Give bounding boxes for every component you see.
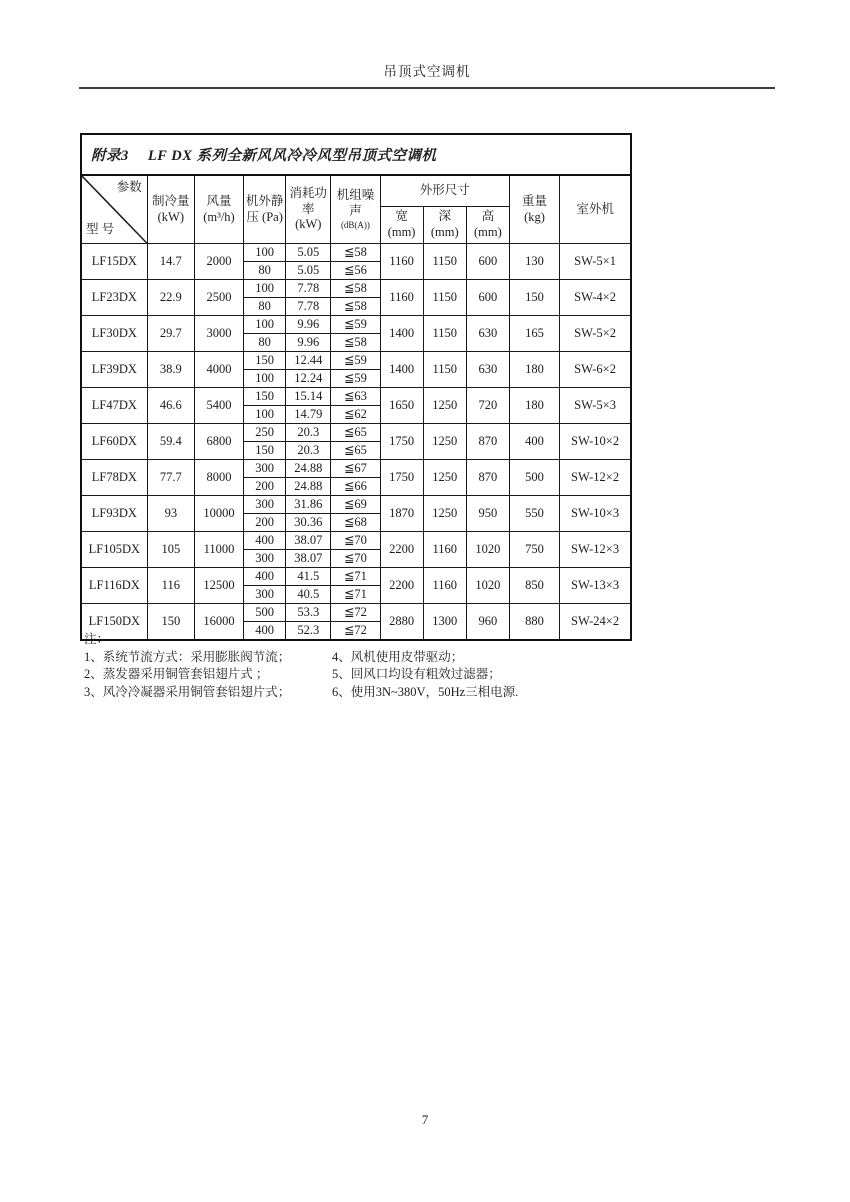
cell-static-pressure-1: 400 bbox=[244, 568, 286, 586]
cell-airflow: 12500 bbox=[194, 568, 243, 604]
cell-width: 1160 bbox=[380, 280, 423, 316]
cell-outdoor: SW-12×3 bbox=[560, 532, 631, 568]
header-height-unit: (mm) bbox=[474, 225, 502, 239]
cell-depth: 1160 bbox=[423, 568, 466, 604]
cell-noise-1: ≦63 bbox=[331, 388, 380, 406]
cell-noise-1: ≦59 bbox=[331, 316, 380, 334]
header-static-pressure bbox=[244, 175, 286, 244]
header-dim-depth bbox=[423, 207, 466, 244]
header-power-unit: (kW) bbox=[295, 217, 322, 232]
page-number: 7 bbox=[421, 1112, 429, 1127]
cell-noise-2: ≦68 bbox=[331, 514, 380, 532]
cell-width: 1750 bbox=[380, 424, 423, 460]
cell-height: 600 bbox=[466, 244, 509, 280]
cell-cooling: 46.6 bbox=[147, 388, 194, 424]
cell-power-2: 30.36 bbox=[286, 514, 331, 532]
cell-outdoor: SW-6×2 bbox=[560, 352, 631, 388]
cell-width: 1750 bbox=[380, 460, 423, 496]
cell-model: LF30DX bbox=[81, 316, 147, 352]
table-row bbox=[81, 280, 631, 298]
header-rule bbox=[79, 87, 775, 89]
cell-model: LF47DX bbox=[81, 388, 147, 424]
cell-cooling: 105 bbox=[147, 532, 194, 568]
cell-model: LF150DX bbox=[81, 604, 147, 641]
cell-width: 1400 bbox=[380, 352, 423, 388]
cell-outdoor: SW-12×2 bbox=[560, 460, 631, 496]
cell-power-1: 38.07 bbox=[286, 532, 331, 550]
cell-weight: 150 bbox=[509, 280, 559, 316]
cell-weight: 850 bbox=[509, 568, 559, 604]
cell-static-pressure-2: 80 bbox=[244, 262, 286, 280]
cell-depth: 1150 bbox=[423, 244, 466, 280]
cell-noise-1: ≦71 bbox=[331, 568, 380, 586]
header-param-model bbox=[81, 175, 147, 244]
cell-static-pressure-1: 400 bbox=[244, 532, 286, 550]
cell-power-1: 24.88 bbox=[286, 460, 331, 478]
cell-static-pressure-1: 100 bbox=[244, 280, 286, 298]
cell-noise-2: ≦62 bbox=[331, 406, 380, 424]
cell-power-2: 14.79 bbox=[286, 406, 331, 424]
cell-model: LF23DX bbox=[81, 280, 147, 316]
header-sp-line1: 机外静 bbox=[245, 193, 284, 208]
note-item-5: 5、回风口均设有粗效过滤器； bbox=[332, 667, 501, 681]
cell-noise-1: ≦67 bbox=[331, 460, 380, 478]
table-header bbox=[81, 175, 631, 244]
cell-outdoor: SW-5×2 bbox=[560, 316, 631, 352]
header-power-line1: 消耗功 bbox=[289, 186, 328, 201]
cell-model: LF39DX bbox=[81, 352, 147, 388]
cell-static-pressure-1: 300 bbox=[244, 496, 286, 514]
cell-cooling: 29.7 bbox=[147, 316, 194, 352]
cell-model: LF116DX bbox=[81, 568, 147, 604]
cell-airflow: 3000 bbox=[194, 316, 243, 352]
header-airflow-unit: (m³/h) bbox=[203, 209, 235, 224]
header-power bbox=[286, 175, 331, 244]
cell-outdoor: SW-10×2 bbox=[560, 424, 631, 460]
cell-power-2: 7.78 bbox=[286, 298, 331, 316]
appendix-table bbox=[80, 133, 632, 641]
cell-airflow: 8000 bbox=[194, 460, 243, 496]
cell-power-1: 53.3 bbox=[286, 604, 331, 622]
cell-power-2: 5.05 bbox=[286, 262, 331, 280]
header-noise-line1: 机组噪 bbox=[336, 188, 375, 203]
cell-weight: 500 bbox=[509, 460, 559, 496]
cell-cooling: 77.7 bbox=[147, 460, 194, 496]
cell-static-pressure-1: 150 bbox=[244, 352, 286, 370]
cell-depth: 1150 bbox=[423, 316, 466, 352]
cell-static-pressure-2: 80 bbox=[244, 334, 286, 352]
cell-power-2: 52.3 bbox=[286, 622, 331, 641]
notes-right-column bbox=[332, 649, 632, 702]
cell-outdoor: SW-5×3 bbox=[560, 388, 631, 424]
cell-airflow: 11000 bbox=[194, 532, 243, 568]
cell-width: 2200 bbox=[380, 532, 423, 568]
note-item-1: 1、系统节流方式：采用膨胀阀节流； bbox=[84, 649, 291, 664]
cell-static-pressure-2: 100 bbox=[244, 370, 286, 388]
cell-power-1: 12.44 bbox=[286, 352, 331, 370]
cell-static-pressure-2: 100 bbox=[244, 406, 286, 424]
cell-noise-2: ≦66 bbox=[331, 478, 380, 496]
cell-height: 630 bbox=[466, 316, 509, 352]
cell-height: 870 bbox=[466, 424, 509, 460]
cell-width: 1650 bbox=[380, 388, 423, 424]
cell-power-1: 7.78 bbox=[286, 280, 331, 298]
cell-height: 1020 bbox=[466, 532, 509, 568]
cell-static-pressure-1: 100 bbox=[244, 316, 286, 334]
header-width-label: 宽 bbox=[395, 209, 408, 224]
header-sp-line2: 压 (Pa) bbox=[246, 209, 283, 224]
cell-power-1: 31.86 bbox=[286, 496, 331, 514]
cell-noise-1: ≦72 bbox=[331, 604, 380, 622]
cell-static-pressure-2: 200 bbox=[244, 478, 286, 496]
header-cooling-unit: (kW) bbox=[157, 209, 184, 224]
cell-height: 630 bbox=[466, 352, 509, 388]
cell-power-1: 15.14 bbox=[286, 388, 331, 406]
cell-noise-2: ≦56 bbox=[331, 262, 380, 280]
cell-static-pressure-2: 150 bbox=[244, 442, 286, 460]
cell-model: LF60DX bbox=[81, 424, 147, 460]
cell-power-2: 9.96 bbox=[286, 334, 331, 352]
table-row bbox=[81, 460, 631, 478]
header-airflow-line1: 风量 bbox=[206, 193, 232, 208]
cell-noise-1: ≦58 bbox=[331, 244, 380, 262]
cell-airflow: 6800 bbox=[194, 424, 243, 460]
cell-noise-2: ≦58 bbox=[331, 334, 380, 352]
header-power-line2: 率 bbox=[302, 201, 315, 216]
cell-noise-1: ≦59 bbox=[331, 352, 380, 370]
cell-airflow: 4000 bbox=[194, 352, 243, 388]
header-cooling bbox=[147, 175, 194, 244]
appendix-title: 附录3 LF DX 系列全新风风冷冷风型吊顶式空调机 bbox=[80, 133, 632, 174]
header-dim-width bbox=[380, 207, 423, 244]
cell-noise-1: ≦69 bbox=[331, 496, 380, 514]
cell-noise-2: ≦65 bbox=[331, 442, 380, 460]
cell-static-pressure-2: 200 bbox=[244, 514, 286, 532]
cell-cooling: 59.4 bbox=[147, 424, 194, 460]
cell-model: LF78DX bbox=[81, 460, 147, 496]
cell-height: 870 bbox=[466, 460, 509, 496]
cell-static-pressure-2: 300 bbox=[244, 586, 286, 604]
cell-outdoor: SW-13×3 bbox=[560, 568, 631, 604]
header-airflow bbox=[194, 175, 243, 244]
cell-static-pressure-2: 80 bbox=[244, 298, 286, 316]
table-row bbox=[81, 316, 631, 334]
table-row bbox=[81, 496, 631, 514]
cell-model: LF105DX bbox=[81, 532, 147, 568]
cell-weight: 750 bbox=[509, 532, 559, 568]
cell-depth: 1160 bbox=[423, 532, 466, 568]
cell-weight: 180 bbox=[509, 388, 559, 424]
cell-noise-2: ≦72 bbox=[331, 622, 380, 641]
table-row bbox=[81, 244, 631, 262]
table-row bbox=[81, 532, 631, 550]
cell-weight: 165 bbox=[509, 316, 559, 352]
cell-height: 960 bbox=[466, 604, 509, 641]
table-body bbox=[81, 244, 631, 641]
cell-power-2: 12.24 bbox=[286, 370, 331, 388]
cell-power-1: 5.05 bbox=[286, 244, 331, 262]
note-item-4: 4、风机使用皮带驱动； bbox=[332, 649, 464, 664]
note-item-3: 3、风冷冷凝器采用铜管套铝翅片式； bbox=[84, 684, 291, 699]
cell-width: 1870 bbox=[380, 496, 423, 532]
cell-static-pressure-1: 250 bbox=[244, 424, 286, 442]
cell-weight: 400 bbox=[509, 424, 559, 460]
cell-cooling: 22.9 bbox=[147, 280, 194, 316]
cell-static-pressure-2: 300 bbox=[244, 550, 286, 568]
cell-width: 1400 bbox=[380, 316, 423, 352]
cell-model: LF93DX bbox=[81, 496, 147, 532]
cell-model: LF15DX bbox=[81, 244, 147, 280]
table-row bbox=[81, 604, 631, 622]
header-model-label: 型 号 bbox=[86, 222, 115, 237]
cell-cooling: 150 bbox=[147, 604, 194, 641]
cell-airflow: 2000 bbox=[194, 244, 243, 280]
header-weight bbox=[509, 175, 559, 244]
header-noise bbox=[331, 175, 380, 244]
cell-airflow: 2500 bbox=[194, 280, 243, 316]
cell-cooling: 38.9 bbox=[147, 352, 194, 388]
cell-weight: 880 bbox=[509, 604, 559, 641]
cell-outdoor: SW-5×1 bbox=[560, 244, 631, 280]
header-depth-label: 深 bbox=[438, 209, 451, 224]
cell-power-2: 24.88 bbox=[286, 478, 331, 496]
cell-static-pressure-1: 500 bbox=[244, 604, 286, 622]
header-param-label: 参数 bbox=[116, 180, 142, 194]
cell-height: 950 bbox=[466, 496, 509, 532]
notes-label: 注： bbox=[84, 632, 110, 646]
cell-cooling: 14.7 bbox=[147, 244, 194, 280]
cell-noise-1: ≦65 bbox=[331, 424, 380, 442]
cell-height: 1020 bbox=[466, 568, 509, 604]
cell-weight: 130 bbox=[509, 244, 559, 280]
cell-power-2: 38.07 bbox=[286, 550, 331, 568]
header-depth-unit: (mm) bbox=[430, 225, 459, 239]
notes-section bbox=[84, 631, 684, 701]
cell-depth: 1300 bbox=[423, 604, 466, 641]
header-width-unit: (mm) bbox=[387, 225, 416, 239]
cell-depth: 1250 bbox=[423, 424, 466, 460]
cell-airflow: 16000 bbox=[194, 604, 243, 641]
cell-noise-2: ≦70 bbox=[331, 550, 380, 568]
cell-depth: 1150 bbox=[423, 352, 466, 388]
cell-noise-1: ≦70 bbox=[331, 532, 380, 550]
cell-power-2: 40.5 bbox=[286, 586, 331, 604]
table-row bbox=[81, 388, 631, 406]
cell-noise-2: ≦71 bbox=[331, 586, 380, 604]
cell-cooling: 116 bbox=[147, 568, 194, 604]
cell-power-1: 20.3 bbox=[286, 424, 331, 442]
cell-depth: 1250 bbox=[423, 388, 466, 424]
cell-width: 2880 bbox=[380, 604, 423, 641]
cell-static-pressure-1: 150 bbox=[244, 388, 286, 406]
cell-static-pressure-2: 400 bbox=[244, 622, 286, 641]
cell-height: 600 bbox=[466, 280, 509, 316]
header-cooling-line1: 制冷量 bbox=[152, 193, 190, 208]
cell-power-1: 9.96 bbox=[286, 316, 331, 334]
cell-airflow: 10000 bbox=[194, 496, 243, 532]
cell-power-2: 20.3 bbox=[286, 442, 331, 460]
cell-depth: 1250 bbox=[423, 460, 466, 496]
cell-weight: 550 bbox=[509, 496, 559, 532]
cell-height: 720 bbox=[466, 388, 509, 424]
cell-noise-2: ≦58 bbox=[331, 298, 380, 316]
notes-left-column bbox=[84, 649, 332, 702]
cell-cooling: 93 bbox=[147, 496, 194, 532]
header-dimensions: 外形尺寸 bbox=[380, 175, 509, 207]
spec-table bbox=[80, 174, 632, 641]
header-dim-height bbox=[466, 207, 509, 244]
cell-static-pressure-1: 300 bbox=[244, 460, 286, 478]
cell-noise-1: ≦58 bbox=[331, 280, 380, 298]
header-noise-line2: 声 bbox=[349, 203, 362, 218]
table-row bbox=[81, 568, 631, 586]
table-row bbox=[81, 352, 631, 370]
header-outdoor: 室外机 bbox=[560, 175, 631, 244]
note-item-6: 6、使用3N~380V，50Hz三相电源. bbox=[332, 684, 519, 699]
header-height-label: 高 bbox=[481, 209, 495, 224]
cell-width: 2200 bbox=[380, 568, 423, 604]
page-header-title: 吊顶式空调机 bbox=[383, 64, 471, 79]
header-weight-unit: (kg) bbox=[524, 209, 545, 224]
cell-depth: 1250 bbox=[423, 496, 466, 532]
cell-width: 1160 bbox=[380, 244, 423, 280]
cell-noise-2: ≦59 bbox=[331, 370, 380, 388]
header-noise-unit: (dB(A)) bbox=[340, 219, 370, 230]
table-row bbox=[81, 424, 631, 442]
cell-airflow: 5400 bbox=[194, 388, 243, 424]
header-weight-line1: 重量 bbox=[522, 193, 548, 208]
cell-power-1: 41.5 bbox=[286, 568, 331, 586]
cell-outdoor: SW-24×2 bbox=[560, 604, 631, 641]
cell-outdoor: SW-4×2 bbox=[560, 280, 631, 316]
cell-outdoor: SW-10×3 bbox=[560, 496, 631, 532]
note-item-2: 2、蒸发器采用铜管套铝翅片式 ； bbox=[84, 667, 269, 681]
cell-static-pressure-1: 100 bbox=[244, 244, 286, 262]
cell-depth: 1150 bbox=[423, 280, 466, 316]
cell-weight: 180 bbox=[509, 352, 559, 388]
